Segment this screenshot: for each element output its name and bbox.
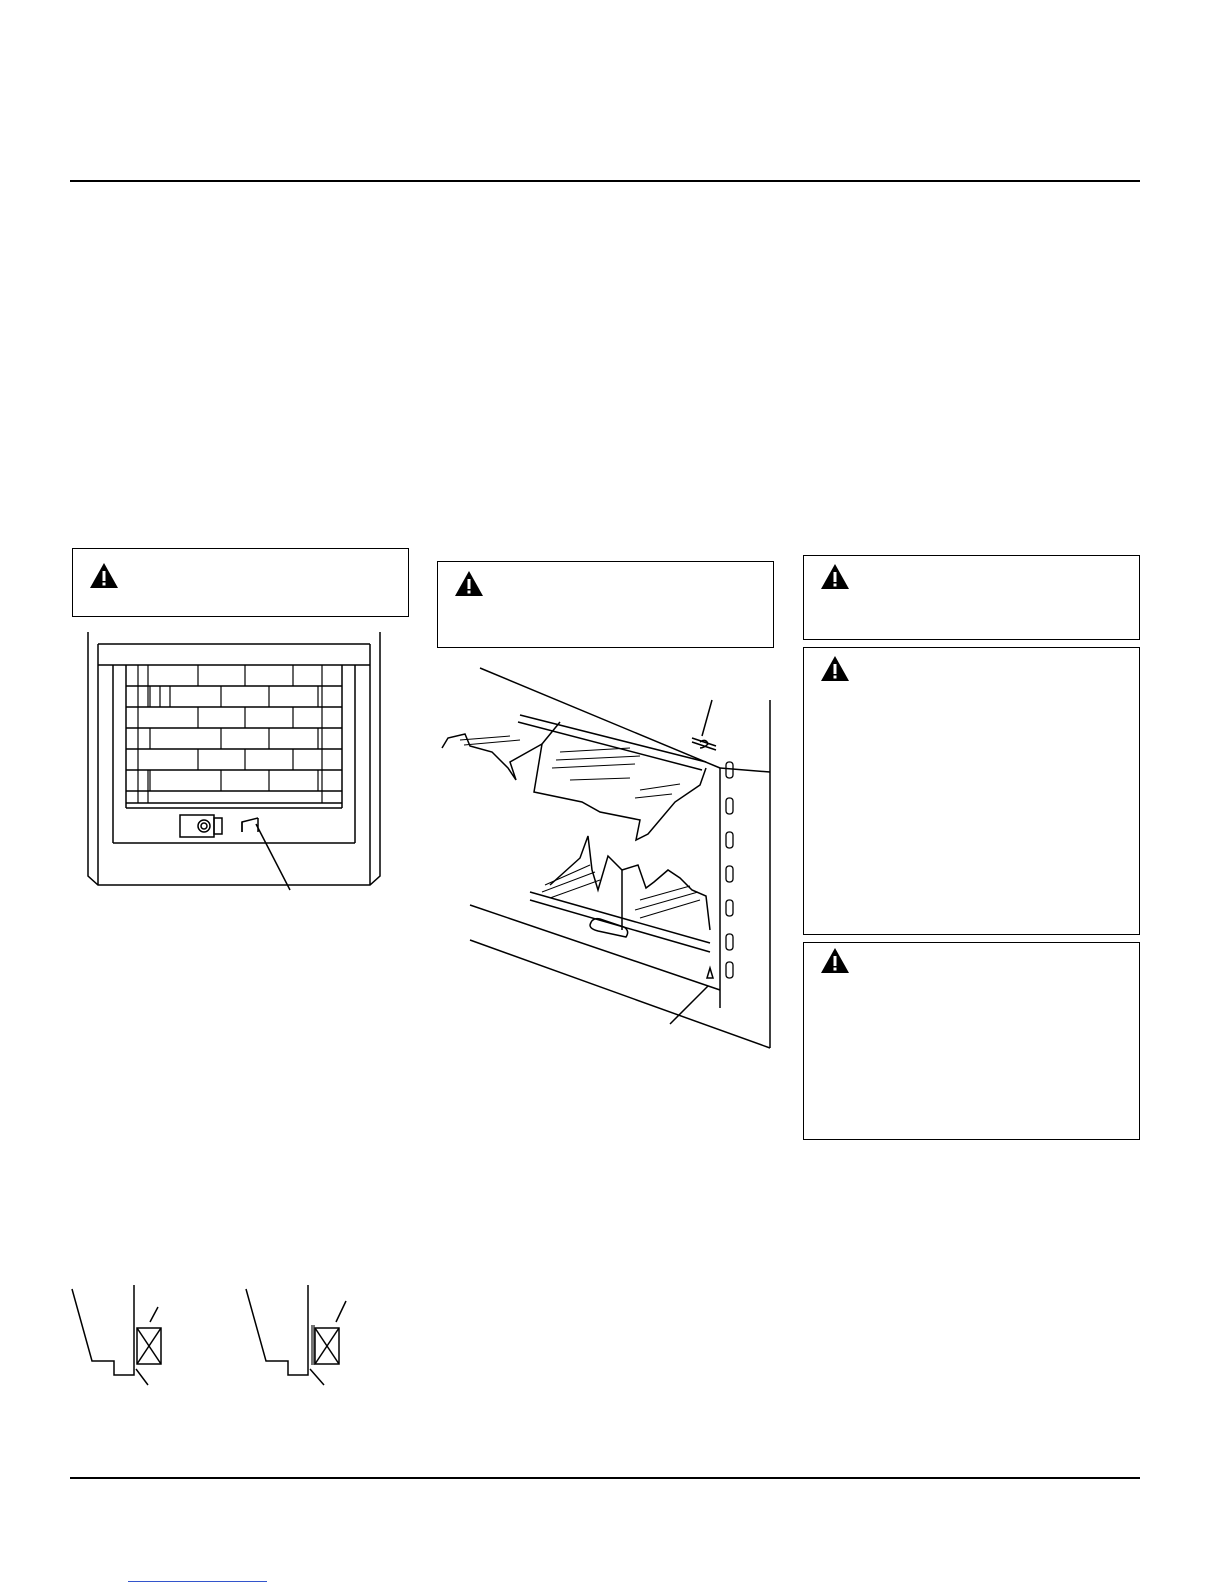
footer-link-underline[interactable]	[128, 1581, 267, 1582]
mounting-detail-a-figure	[66, 1285, 176, 1390]
fireplace-front-view-figure	[80, 628, 390, 900]
warning-triangle-icon	[820, 563, 850, 590]
glass-panel-installation-figure	[430, 660, 780, 1052]
right-warning-box-2	[803, 647, 1140, 935]
left-warning-box	[72, 548, 409, 617]
warning-triangle-icon	[820, 947, 850, 974]
warning-triangle-icon	[454, 570, 484, 597]
middle-warning-box	[437, 561, 774, 648]
warning-triangle-icon	[820, 655, 850, 682]
mounting-detail-b-figure	[240, 1285, 355, 1390]
right-warning-box-1	[803, 555, 1140, 640]
warning-triangle-icon	[89, 562, 119, 589]
footer-rule	[70, 1477, 1140, 1479]
header-rule	[70, 180, 1140, 182]
right-warning-box-3	[803, 942, 1140, 1140]
